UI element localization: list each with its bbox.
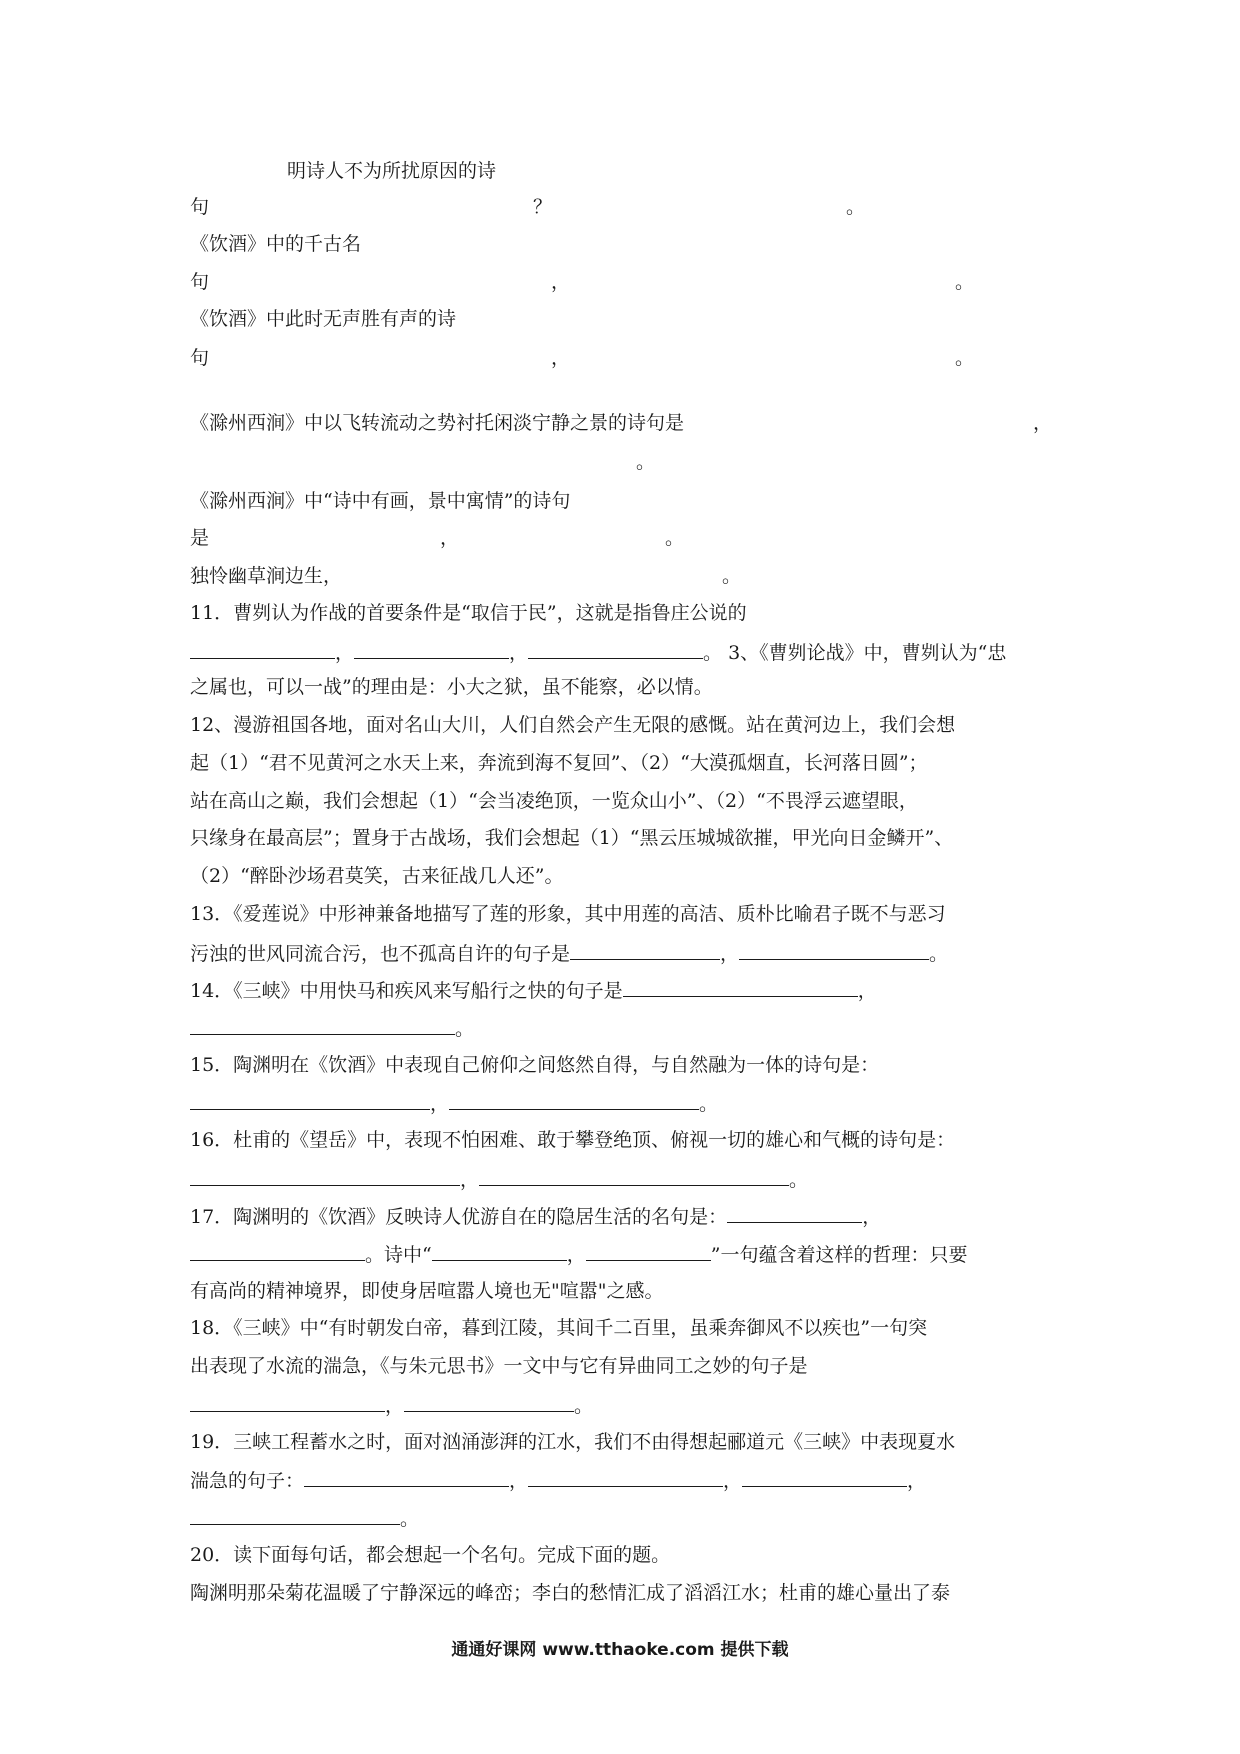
- answer-blank[interactable]: [190, 1506, 400, 1525]
- question-11-blanks: ， ， 。 3、《曹刿论战》中，曹刿认为“忠: [190, 640, 1006, 665]
- answer-blank[interactable]: [479, 1167, 789, 1186]
- question-11-line: 之属也，可以一战”的理由是：小大之狱，虽不能察，必以情。: [190, 676, 713, 698]
- text-line: 《饮酒》中此时无声胜有声的诗: [190, 308, 457, 330]
- answer-blank[interactable]: [449, 1091, 699, 1110]
- question-16-blanks: ， 。: [190, 1167, 808, 1192]
- answer-blank[interactable]: [739, 941, 929, 960]
- answer-blank[interactable]: [190, 1091, 430, 1110]
- punctuation: 。: [636, 451, 656, 473]
- answer-blank[interactable]: [304, 1468, 509, 1487]
- text-line: 独怜幽草涧边生，: [190, 565, 343, 587]
- punctuation: 。: [846, 196, 866, 218]
- question-19-blanks: 湍急的句子： ， ， ，: [190, 1470, 927, 1492]
- answer-blank[interactable]: [354, 640, 509, 659]
- punctuation: 。: [955, 271, 975, 293]
- answer-blank[interactable]: [742, 1468, 907, 1487]
- question-15-line: 15．陶渊明在《饮酒》中表现自己俯仰之间悠然自得，与自然融为一体的诗句是：: [190, 1054, 880, 1076]
- question-19-blanks: 。: [190, 1506, 419, 1531]
- question-20-line: 陶渊明那朵菊花温暖了宁静深远的峰峦；李白的愁情汇成了滔滔江水；杜甫的雄心量出了泰: [190, 1582, 951, 1604]
- punctuation: ，: [551, 271, 571, 293]
- question-12-line: 站在高山之巅，我们会想起（1）“会当凌绝顶，一览众山小”、（2）“不畏浮云遮望眼，: [190, 790, 918, 812]
- question-13-blanks: 污浊的世风同流合污，也不孤高自许的句子是 ， 。: [190, 943, 949, 965]
- punctuation: 。: [955, 347, 975, 369]
- text-line: 句: [190, 347, 210, 369]
- page-footer: 通通好课网 www.tthaoke.com 提供下载: [451, 1640, 789, 1660]
- question-15-blanks: ， 。: [190, 1091, 718, 1116]
- question-16-line: 16．杜甫的《望岳》中，表现不怕困难、敢于攀登绝顶、俯视一切的雄心和气概的诗句是：: [190, 1129, 956, 1151]
- question-12-line: 只缘身在最高层”；置身于古战场，我们会想起（1）“黑云压城城欲摧，甲光向日金鳞开”、: [190, 827, 954, 849]
- question-17-blanks: 。诗中“ ， ”一句蕴含着这样的哲理：只要: [190, 1242, 967, 1267]
- answer-blank[interactable]: [623, 978, 858, 997]
- answer-blank[interactable]: [528, 1468, 723, 1487]
- answer-blank[interactable]: [586, 1242, 711, 1261]
- text-line: 《饮酒》中的千古名: [190, 233, 362, 255]
- text-line: 句: [190, 271, 210, 293]
- punctuation: ？: [533, 196, 553, 218]
- text-line: 明诗人不为所扰原因的诗: [287, 160, 497, 182]
- question-18-line: 18．《三峡》中“有时朝发白帝，暮到江陵，其间千二百里，虽乘奔御风不以疾也”一句突: [190, 1317, 928, 1339]
- text-line: 句: [190, 196, 210, 218]
- question-20-line: 20．读下面每句话，都会想起一个名句。完成下面的题。: [190, 1544, 671, 1566]
- answer-blank[interactable]: [190, 1242, 365, 1261]
- answer-blank[interactable]: [570, 941, 720, 960]
- question-17-blanks: 17．陶渊明的《饮酒》反映诗人优游自在的隐居生活的名句是： ，: [190, 1206, 882, 1228]
- answer-blank[interactable]: [190, 640, 335, 659]
- text-line: 是: [190, 527, 210, 549]
- text-line: 《滁州西涧》中以飞转流动之势衬托闲淡宁静之景的诗句是: [190, 412, 685, 434]
- question-14-blanks: 14．《三峡》中用快马和疾风来写船行之快的句子是 ，: [190, 980, 877, 1002]
- text-line: 《滁州西涧》中“诗中有画，景中寓情”的诗句: [190, 490, 571, 512]
- punctuation: ，: [440, 527, 460, 549]
- punctuation: 。: [722, 565, 742, 587]
- answer-blank[interactable]: [727, 1204, 862, 1223]
- answer-blank[interactable]: [190, 1393, 385, 1412]
- answer-blank[interactable]: [528, 640, 703, 659]
- question-13-line: 13．《爱莲说》中形神兼备地描写了莲的形象，其中用莲的高洁、质朴比喻君子既不与恶习: [190, 903, 946, 925]
- question-14-blanks: 。: [190, 1016, 474, 1041]
- answer-blank[interactable]: [190, 1167, 460, 1186]
- question-19-line: 19．三峡工程蓄水之时，面对汹涌澎湃的江水，我们不由得想起郦道元《三峡》中表现夏水: [190, 1431, 956, 1453]
- punctuation: ，: [1033, 412, 1053, 434]
- question-18-line: 出表现了水流的湍急，《与朱元思书》一文中与它有异曲同工之妙的句子是: [190, 1355, 808, 1377]
- answer-blank[interactable]: [432, 1242, 567, 1261]
- question-12-line: （2）“醉卧沙场君莫笑，古来征战几人还”。: [190, 865, 564, 887]
- punctuation: 。: [665, 527, 685, 549]
- answer-blank[interactable]: [404, 1393, 574, 1412]
- answer-blank[interactable]: [190, 1016, 455, 1035]
- question-17-line: 有高尚的精神境界，即使身居喧嚣人境也无"喧嚣"之感。: [190, 1280, 664, 1302]
- punctuation: ，: [551, 347, 571, 369]
- question-18-blanks: ， 。: [190, 1393, 593, 1418]
- question-12-line: 起（1）“君不见黄河之水天上来，奔流到海不复回”、（2）“大漠孤烟直，长河落日圆”；: [190, 752, 928, 774]
- question-11-line: 11．曹刿认为作战的首要条件是“取信于民”，这就是指鲁庄公说的: [190, 602, 747, 624]
- question-12-line: 12、漫游祖国各地，面对名山大川，人们自然会产生无限的感慨。站在黄河边上，我们会想: [190, 714, 956, 736]
